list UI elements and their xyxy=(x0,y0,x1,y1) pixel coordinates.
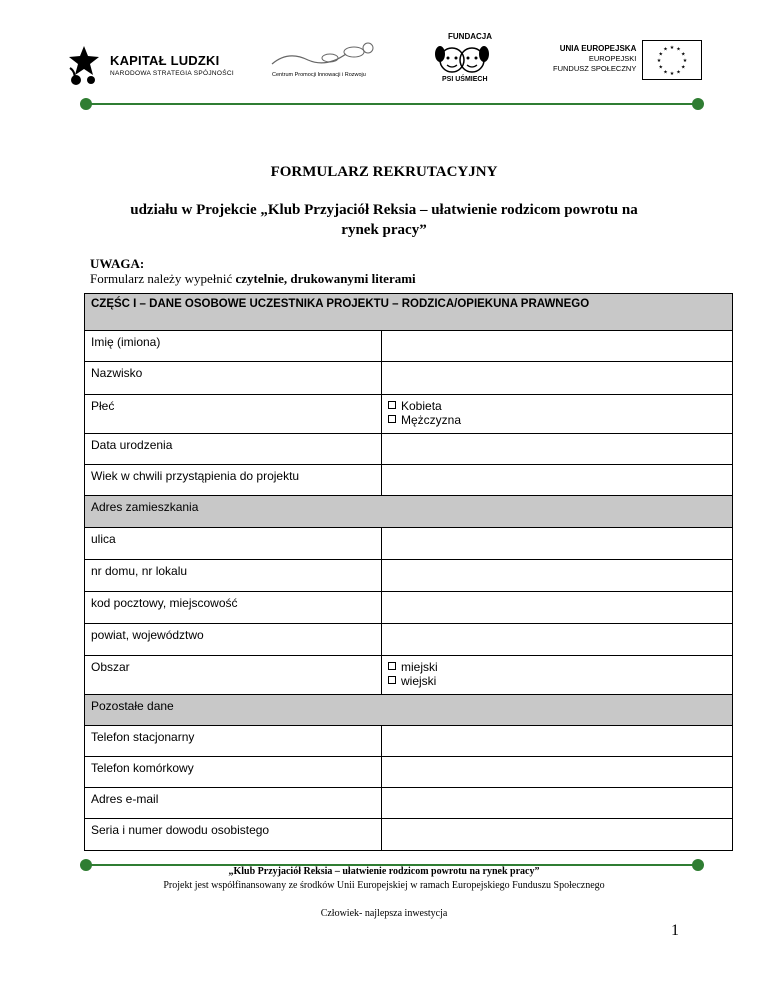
eu-star-icon: ★ xyxy=(682,59,688,64)
eu-flag-icon xyxy=(642,40,702,80)
fundacja-bottom-text: PSI UŚMIECH xyxy=(442,76,488,83)
field-dowod[interactable] xyxy=(382,819,733,851)
section-adres: Adres zamieszkania xyxy=(85,496,733,528)
page-number: 1 xyxy=(671,922,679,939)
eu-star-icon: ★ xyxy=(676,47,681,53)
option-kobieta-label: Kobieta xyxy=(401,399,442,413)
eu-star-icon: ★ xyxy=(681,65,686,71)
cpi-logo xyxy=(268,42,378,82)
label-plec: Płeć xyxy=(85,395,382,434)
ue-text-block xyxy=(553,44,636,74)
header-rule-dot-left xyxy=(80,98,92,110)
label-kod-pocztowy: kod pocztowy, miejscowość xyxy=(85,592,382,624)
header-rule xyxy=(84,103,698,105)
option-wiejski-label: wiejski xyxy=(401,674,437,688)
field-telefon-komorkowy[interactable] xyxy=(382,757,733,788)
ue-line-2: EUROPEJSKI xyxy=(588,54,637,63)
option-mezczyzna[interactable] xyxy=(388,413,726,427)
footer-project-title: „Klub Przyjaciół Reksia – ułatwienie rodzicom powrotu na rynek pracy” xyxy=(228,866,540,877)
field-wiek[interactable] xyxy=(382,465,733,496)
label-nr-domu: nr domu, nr lokalu xyxy=(85,560,382,592)
label-email: Adres e-mail xyxy=(85,788,382,819)
eu-star-icon: ★ xyxy=(663,47,668,53)
footer-funding-note: Projekt jest współfinansowany ze środków Unii Europejskiej w ramach Europejskiego Funduszu Społecznego xyxy=(163,880,605,891)
kapital-ludzki-subtitle: NARODOWA STRATEGIA SPÓJNOŚCI xyxy=(110,70,234,77)
notice-text: Formularz należy wypełnić xyxy=(90,271,236,286)
eu-star-icon: ★ xyxy=(676,70,681,76)
label-telefon-stacjonarny: Telefon stacjonarny xyxy=(85,726,382,757)
kapital-ludzki-emblem-icon xyxy=(66,44,102,86)
option-miejski[interactable] xyxy=(388,660,726,674)
field-powiat[interactable] xyxy=(382,624,733,656)
cpi-swoosh-icon xyxy=(268,42,378,72)
label-data-urodzenia: Data urodzenia xyxy=(85,434,382,465)
option-mezczyzna-label: Mężczyzna xyxy=(401,413,462,427)
field-data-urodzenia[interactable] xyxy=(382,434,733,465)
field-obszar xyxy=(382,656,733,695)
label-powiat: powiat, województwo xyxy=(85,624,382,656)
form-subtitle: udziału w Projekcie „Klub Przyjaciół Reksia – ułatwienie rodzicom powrotu na rynek pracy” xyxy=(130,202,638,238)
option-miejski-label: miejski xyxy=(401,660,438,674)
form-title: FORMULARZ REKRUTACYJNY xyxy=(270,164,498,180)
label-telefon-komorkowy: Telefon komórkowy xyxy=(85,757,382,788)
checkbox-icon[interactable] xyxy=(388,415,396,423)
notice xyxy=(90,256,416,286)
personal-data-table xyxy=(84,293,733,851)
footer-slogan: Człowiek- najlepsza inwestycja xyxy=(320,908,448,919)
field-nr-domu[interactable] xyxy=(382,560,733,592)
option-kobieta[interactable] xyxy=(388,399,726,413)
ue-line-1: UNIA EUROPEJSKA xyxy=(559,44,637,53)
label-obszar: Obszar xyxy=(85,656,382,695)
label-nazwisko: Nazwisko xyxy=(85,362,382,395)
fundacja-top-text: FUNDACJA xyxy=(448,32,492,41)
label-ulica: ulica xyxy=(85,528,382,560)
notice-label: UWAGA: xyxy=(90,256,145,271)
ue-line-3: FUNDUSZ SPOŁECZNY xyxy=(553,64,637,73)
field-ulica[interactable] xyxy=(382,528,733,560)
field-imie[interactable] xyxy=(382,331,733,362)
header-rule-dot-right xyxy=(692,98,704,110)
eu-star-icon: ★ xyxy=(656,59,662,64)
field-email[interactable] xyxy=(382,788,733,819)
eu-star-icon: ★ xyxy=(658,52,663,58)
kapital-ludzki-logo xyxy=(66,44,234,86)
option-wiejski[interactable] xyxy=(388,674,726,688)
section-title: CZĘŚC I – DANE OSOBOWE UCZESTNIKA PROJEKTU – RODZICA/OPIEKUNA PRAWNEGO xyxy=(85,294,733,331)
field-nazwisko[interactable] xyxy=(382,362,733,395)
field-kod-pocztowy[interactable] xyxy=(382,592,733,624)
eu-star-icon: ★ xyxy=(658,65,663,71)
section-pozostale: Pozostałe dane xyxy=(85,695,733,726)
checkbox-icon[interactable] xyxy=(388,401,396,409)
label-wiek: Wiek w chwili przystąpienia do projektu xyxy=(85,465,382,496)
eu-star-icon: ★ xyxy=(681,52,686,58)
kapital-ludzki-title: KAPITAŁ LUDZKI xyxy=(110,53,220,68)
eu-star-icon: ★ xyxy=(663,70,668,76)
cpi-text: Centrum Promocji Innowacji i Rozwoju xyxy=(272,72,366,78)
label-imie: Imię (imiona) xyxy=(85,331,382,362)
eu-star-icon: ★ xyxy=(669,72,675,77)
checkbox-icon[interactable] xyxy=(388,676,396,684)
fundacja-logo xyxy=(418,30,506,90)
field-plec xyxy=(382,395,733,434)
checkbox-icon[interactable] xyxy=(388,662,396,670)
eu-star-icon: ★ xyxy=(669,46,675,51)
field-telefon-stacjonarny[interactable] xyxy=(382,726,733,757)
label-dowod: Seria i numer dowodu osobistego xyxy=(85,819,382,851)
notice-text-bold: czytelnie, drukowanymi literami xyxy=(235,271,416,286)
